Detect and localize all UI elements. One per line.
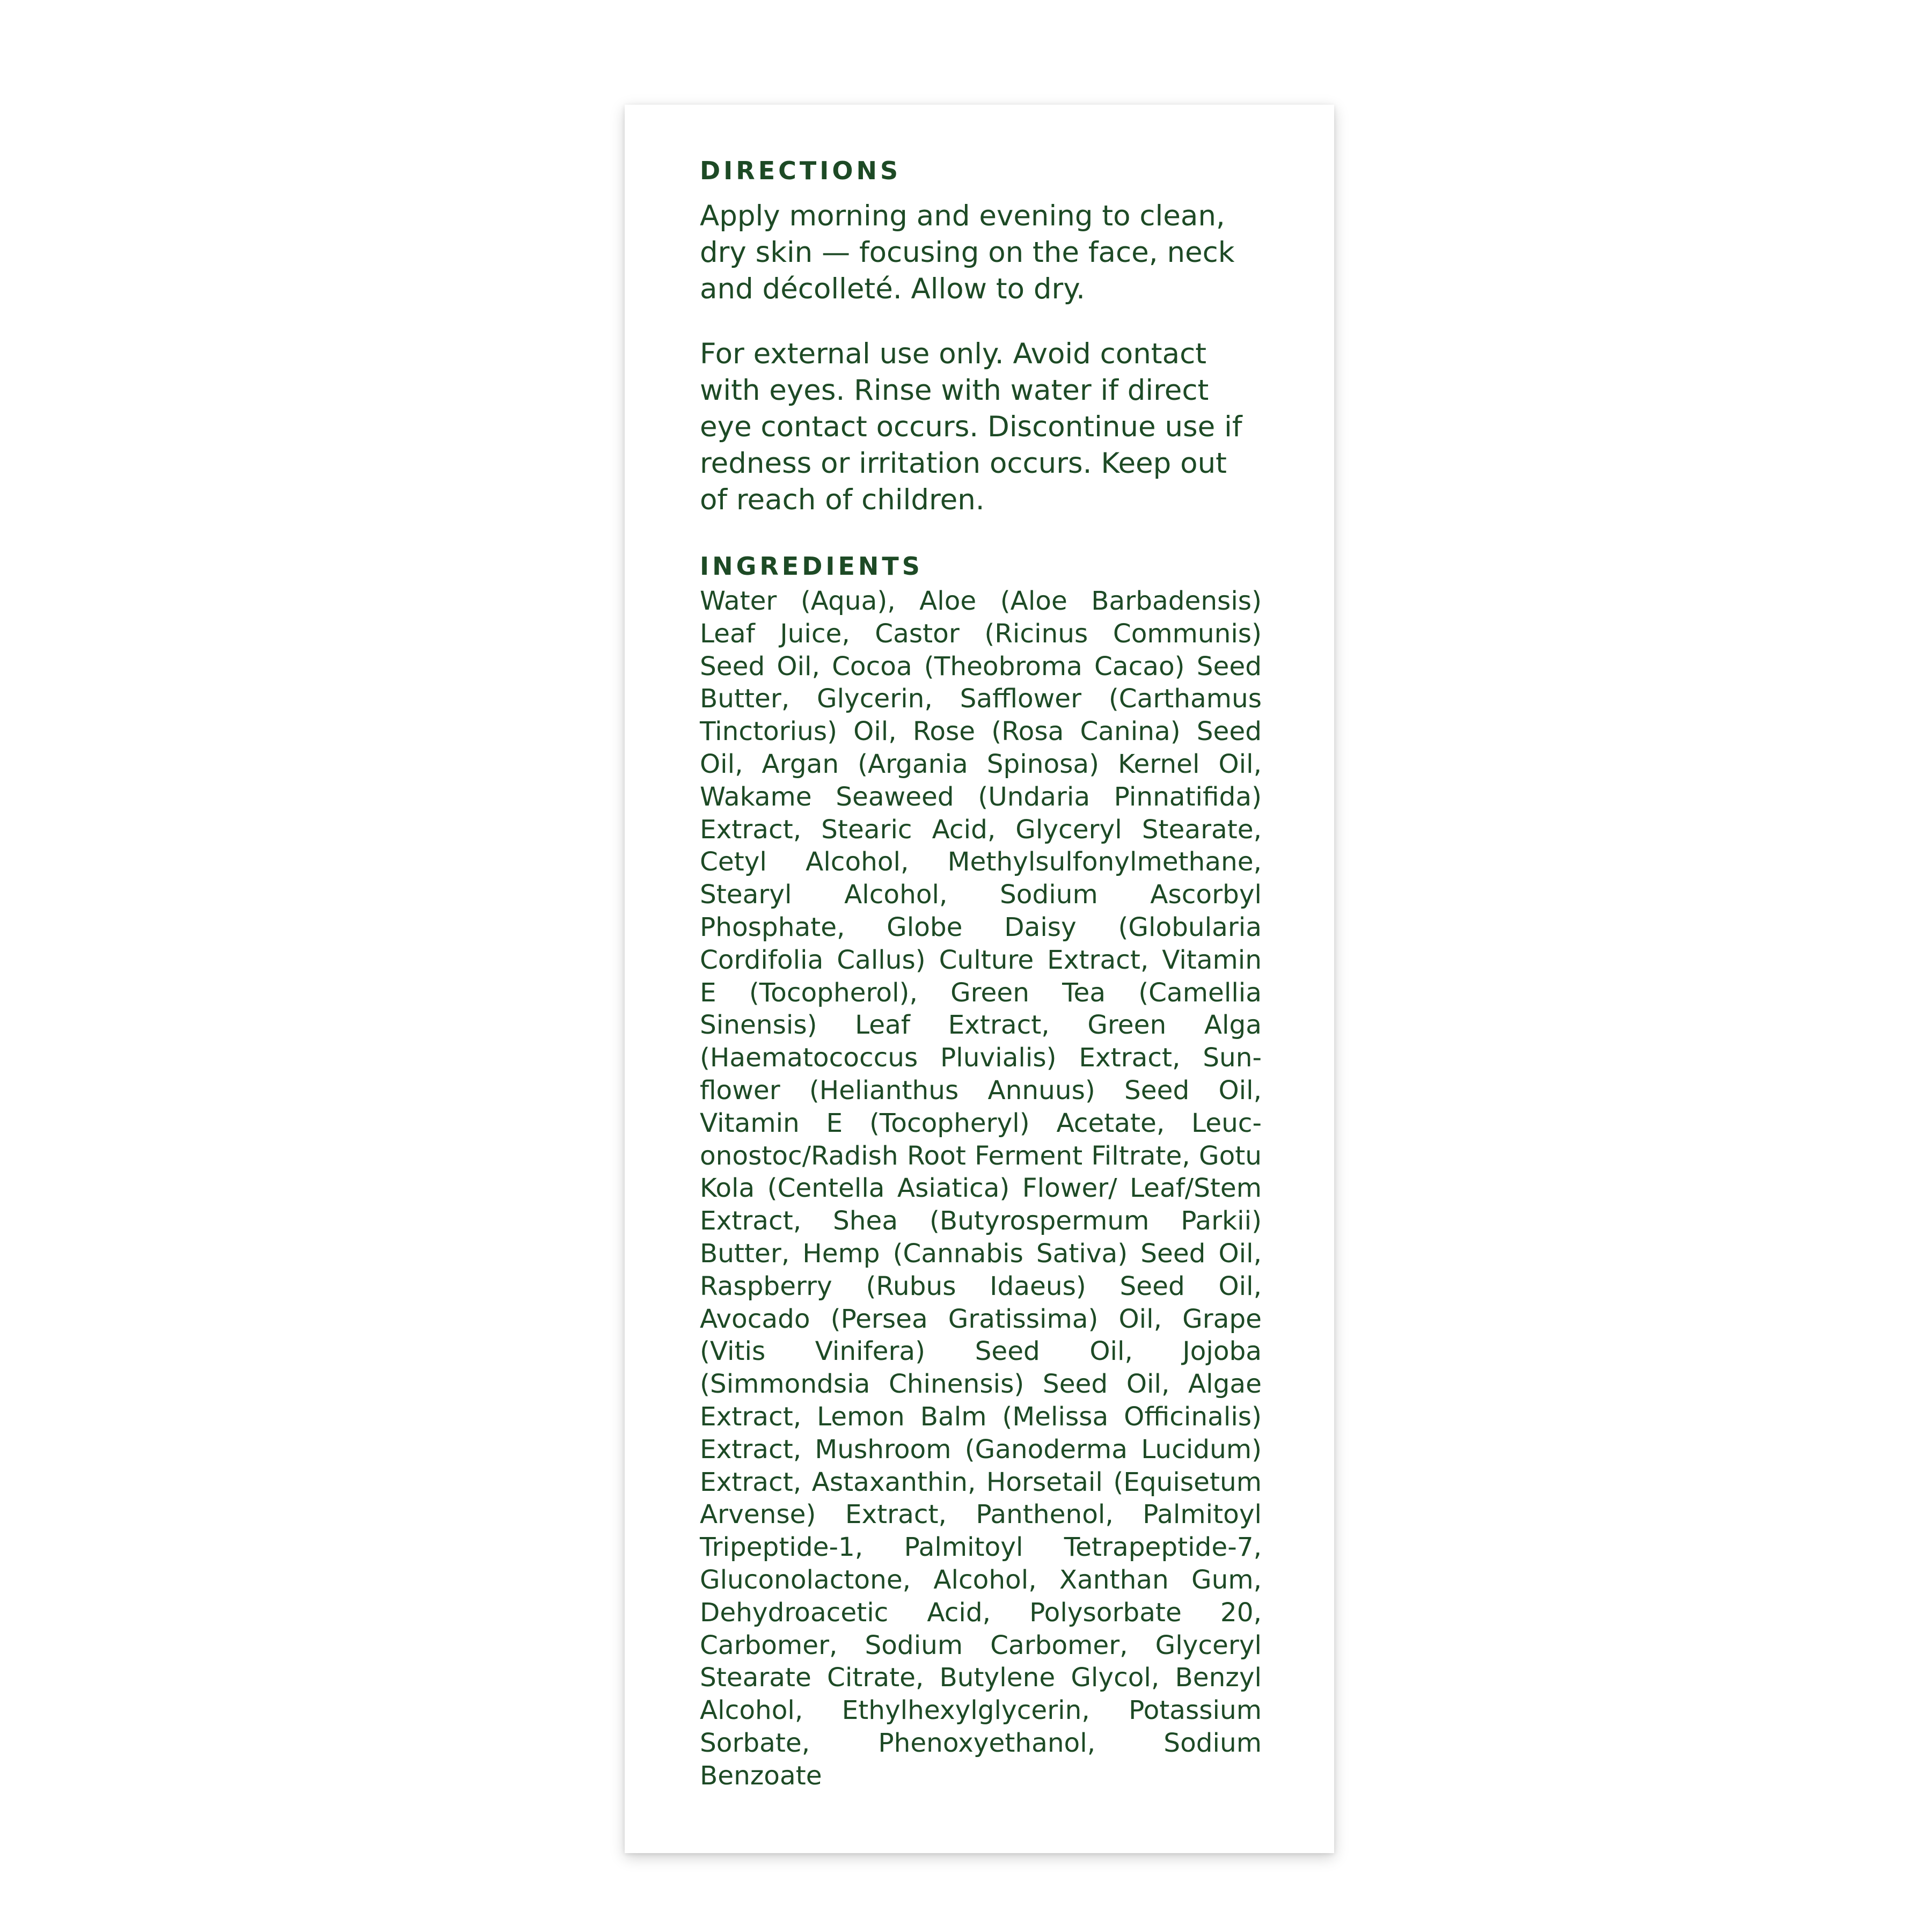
warning-text: For external use only. Avoid contact with eyes. Rinse with water if direct eye contact occurs. Discontinue use if redness or irritation occurs. Keep out of reach of children. <box>700 338 1242 516</box>
ingredients-heading: INGREDIENTS <box>700 552 923 581</box>
ingredients-list: Water (Aqua), Aloe (Aloe Barbadensis) Leaf Juice, Castor (Ricinus Communis) Seed Oil, Cocoa (Theobroma Cacao) Seed Butter, Glycerin, Safflower (Carthamus Tinctorius) Oil, Rose (Rosa Canina) Seed Oil, Argan (Argania Spinosa) Kernel Oil, Wakame Seaweed (Undaria Pinnatifida) Extract, Stearic Acid, Glyceryl Stearate, Cetyl Alcohol, Methylsulfonylmethane, Stearyl Alcohol, Sodium Ascorbyl Phosphate, Globe Daisy (Globularia Cordifolia Callus) Culture Extract, Vitamin E (Tocopherol), Green Tea (Camellia Sinensis) Leaf Extract, Green Alga (Haematococcus Pluvialis) Extract, Sunflower (Helianthus Annuus) Seed Oil, Vitamin E (Tocopheryl) Acetate, Leuconostoc/Radish Root Ferment Filtrate, Gotu Kola (Centella Asiatica) Flower/ Leaf/Stem Extract, Shea (Butyrospermum Parkii) Butter, Hemp (Cannabis Sativa) Seed Oil, Raspberry (Rubus Idaeus) Seed Oil, Avocado (Persea Gratissima) Oil, Grape (Vitis Vinifera) Seed Oil, Jojoba (Simmondsia Chinensis) Seed Oil, Algae Extract, Lemon Balm (Melissa Officinalis) Extract, Mushroom (Ganoderma Lucidum) Extract, Astaxanthin, Horsetail (Equisetum Arvense) Extract, Panthenol, Palmitoyl Tripeptide-1, Palmitoyl Tetrapeptide-7, Gluconolactone, Alcohol, Xanthan Gum, Dehydroacetic Acid, Polysorbate 20, Carbomer, Sodium Carbomer, Glyceryl Stearate Citrate, Butylene Glycol, Benzyl Alcohol, Ethylhexylglycerin, Potassium Sorbate, Phenoxyethanol, Sodium Benzoate <box>700 586 1262 1791</box>
directions-heading: DIRECTIONS <box>700 156 902 185</box>
product-label-panel <box>625 105 1334 1853</box>
directions-text: Apply morning and evening to clean, dry skin — focusing on the face, neck and décolleté. Allow to dry. <box>700 200 1235 305</box>
